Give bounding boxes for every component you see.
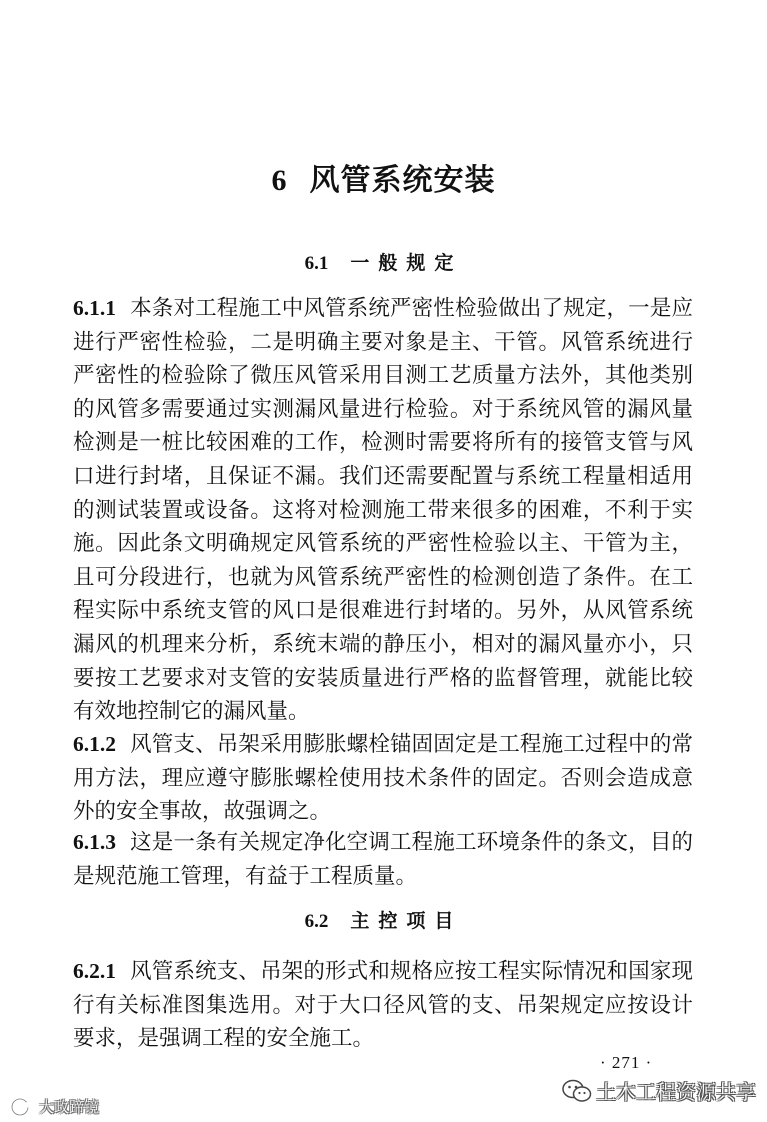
section-number: 6.1 (304, 253, 329, 274)
clause-6-1-2 (73, 728, 693, 829)
clause-text: 这是一条有关规定净化空调工程施工环境条件的条文，目的是规范施工管理，有益于工程质量。 (73, 830, 693, 889)
wechat-icon (562, 1078, 592, 1104)
watermark-left (10, 1096, 99, 1117)
chapter-number: 6 (271, 164, 288, 197)
clause-text: 风管系统支、吊架的形式和规格应按工程实际情况和国家现行有关标准图集选用。对于大口径风管的支、吊架规定应按设计要求，是强调工程的安全施工。 (73, 959, 693, 1052)
clause-number: 6.1.3 (73, 830, 116, 854)
clause-6-1-3 (73, 826, 693, 893)
circle-logo-icon (10, 1097, 36, 1117)
watermark-right (562, 1076, 756, 1105)
section-number: 6.2 (304, 911, 329, 932)
clause-6-1-1 (73, 292, 693, 729)
watermark-text: 大政蹄镜 (39, 1098, 100, 1116)
clause-text: 风管支、吊架采用膨胀螺栓锚固固定是工程施工过程中的常用方法，理应遵守膨胀螺栓使用技术条件的固定。否则会造成意外的安全事故，故强调之。 (73, 732, 693, 825)
section-heading-6-2 (0, 906, 767, 933)
page-number: · 271 · (600, 1053, 653, 1072)
section-title-text: 一般规定 (350, 252, 463, 274)
clause-number: 6.1.1 (73, 296, 116, 320)
section-title-text: 主控项目 (350, 910, 463, 932)
watermark-text: 土木工程资源共享 (596, 1080, 756, 1104)
clause-number: 6.1.2 (73, 732, 116, 756)
section-heading-6-1 (0, 248, 767, 275)
clause-number: 6.2.1 (73, 959, 116, 983)
clause-text: 本条对工程施工中风管系统严密性检验做出了规定，一是应进行严密性检验，二是明确主要对象是主、干管。风管系统进行严密性的检验除了微压风管采用目测工艺质量方法外，其他类别的风管多需要通过实测漏风量进行检验。对于系统风管的漏风量检测是一桩比较困难的工作，检测时需要将所有的接管支管与风口进行封堵，且保证不漏。我们还需要配置与系统工程量相适用的测试装置或设备。这将对检测施工带来很多的困难，不利于实施。因此条文明确规定风管系统的严密性检验以主、干管为主，且可分段进行，也就为风管系统严密性的检测创造了条件。在工程实际中系统支管的风口是很难进行封堵的。另外，从风管系统漏风的机理来分析，系统末端的静压小，相对的漏风量亦小，只要按工艺要求对支管的安装质量进行严格的监督管理，就能比较有效地控制它的漏风量。 (73, 296, 693, 725)
clause-6-2-1 (73, 955, 693, 1056)
chapter-title (0, 155, 767, 199)
chapter-title-text: 风管系统安装 (309, 163, 496, 198)
